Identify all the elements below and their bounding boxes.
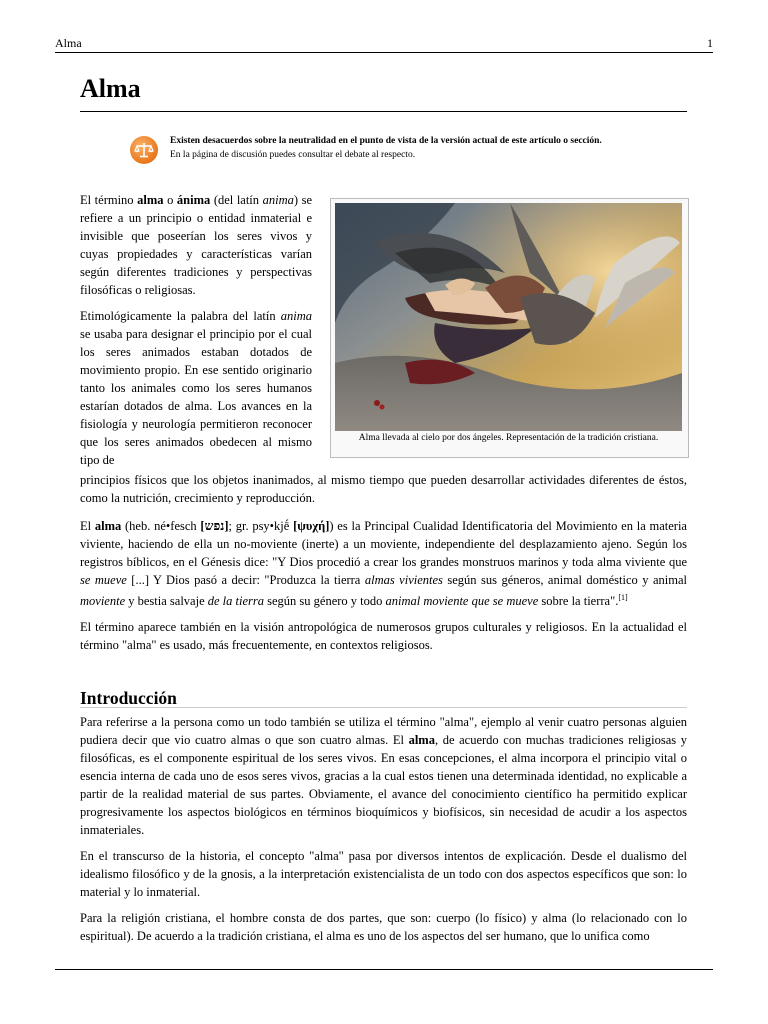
section-divider	[80, 707, 687, 708]
etymology-continuation	[80, 471, 687, 507]
notice-discussion-line: En la página de discusión puedes consultar el debate al respecto.	[170, 150, 416, 160]
paragraph-intro-1: Para referirse a la persona como un todo también se utiliza el término "alma", ejemplo al venir cuatro personas alguien pudiera decir que vio cuatro almas o que son cuatro almas. El alma, de acuerdo con muchas tradiciones religiosas y filosóficas, es el componente espiritual de los seres vivos. En esas concepciones, el alma incorpora el principio vital o esencia interna de cada uno de esos seres vivos, gracias a la cual estos tienen una determinada identidad, no explicable a partir de la realidad material de sus partes. Obviamente, el avance del conocimiento científico ha permitido explicar progresivamente los aspectos biológicos en términos bioquímicos y biofísicos, sin necesidad de acudir a los aspectos inmateriales.	[80, 715, 687, 837]
running-header	[55, 36, 713, 53]
paragraph-etymology-cont: principios físicos que los objetos inanimados, al mismo tiempo que pueden desarrollar actividades diferentes de éstos, como la nutrición, crecimiento y reproducción.	[80, 473, 687, 505]
paragraph-intro-3: Para la religión cristiana, el hombre consta de dos partes, que son: cuerpo (lo físico) y alma (lo relacionado con lo espiritual). De acuerdo a la tradición cristiana, el alma es uno de los aspectos del ser humano, que lo unifica como	[80, 911, 687, 943]
intro-column	[80, 191, 312, 477]
figure-painting	[330, 198, 689, 458]
paragraph-etymology: Etimológicamente la palabra del latín anima se usaba para designar el principio por el cual los seres animados estaban dotados de movimiento propio. En ese sentido originario tanto los animales como los seres humanos estarían dotados de alma. Los avances en la fisiología y neurología permitieron reconocer que los seres animados obedecen al mismo tipo de	[80, 309, 312, 467]
reference-link[interactable]: [1]	[618, 593, 628, 602]
body-block	[80, 517, 687, 654]
running-title: Alma	[55, 36, 82, 50]
footer-divider	[55, 969, 713, 970]
page-title: Alma	[80, 74, 141, 103]
paragraph-anthropology: El término aparece también en la visión antropológica de numerosos grupos culturales y religiosos. En la actualidad el término "alma" es usado, más frecuentemente, en contextos religiosos.	[80, 620, 687, 653]
paragraph-intro-2: En el transcurso de la historia, el concepto "alma" pasa por diversos intentos de explicación. Desde el dualismo del idealismo filosófico y de la gnosis, a la interpretación existencialista de un todo con dos aspectos específicos que son: lo material y lo inmaterial.	[80, 849, 687, 899]
figure-caption: Alma llevada al cielo por dos ángeles. Representación de la tradición cristiana.	[358, 433, 659, 443]
notice-bold-line: Existen desacuerdos sobre la neutralidad en el punto de vista de la versión actual de este artículo o sección.	[170, 136, 602, 146]
painting-image	[335, 203, 682, 431]
paragraph-hebrew-greek: El alma (heb. né•fesch [נפש]; gr. psy•kjḗ [ψυχή]) es la Principal Cualidad Identificatoria del Movimiento en la materia viviente, haciendo de ella un no-moviente (inerte) a un moviente, independiente del desplazamiento ajeno. Según los registros bíblicos, en el Génesis dice: "Y Dios procedió a crear los grandes monstruos marinos y toda alma viviente que se mueve [...] Y Dios pasó a decir: "Produzca la tierra almas vivientes según sus géneros, animal doméstico y animal moviente y bestia salvaje de la tierra según su género y todo animal moviente que se mueve sobre la tierra".[1]	[80, 519, 687, 609]
page-number: 1	[707, 36, 713, 50]
title-divider	[80, 111, 687, 112]
paragraph-definition: El término alma o ánima (del latín anima) se refiere a un principio o entidad inmaterial e invisible que poseerían los seres vivos y cuyas propiedades y características varían según diferentes tradiciones y perspectivas filosóficas o religiosas.	[80, 193, 313, 297]
introduccion-section	[80, 713, 687, 945]
scales-icon	[130, 136, 158, 164]
section-heading-introduccion: Introducción	[80, 688, 177, 708]
